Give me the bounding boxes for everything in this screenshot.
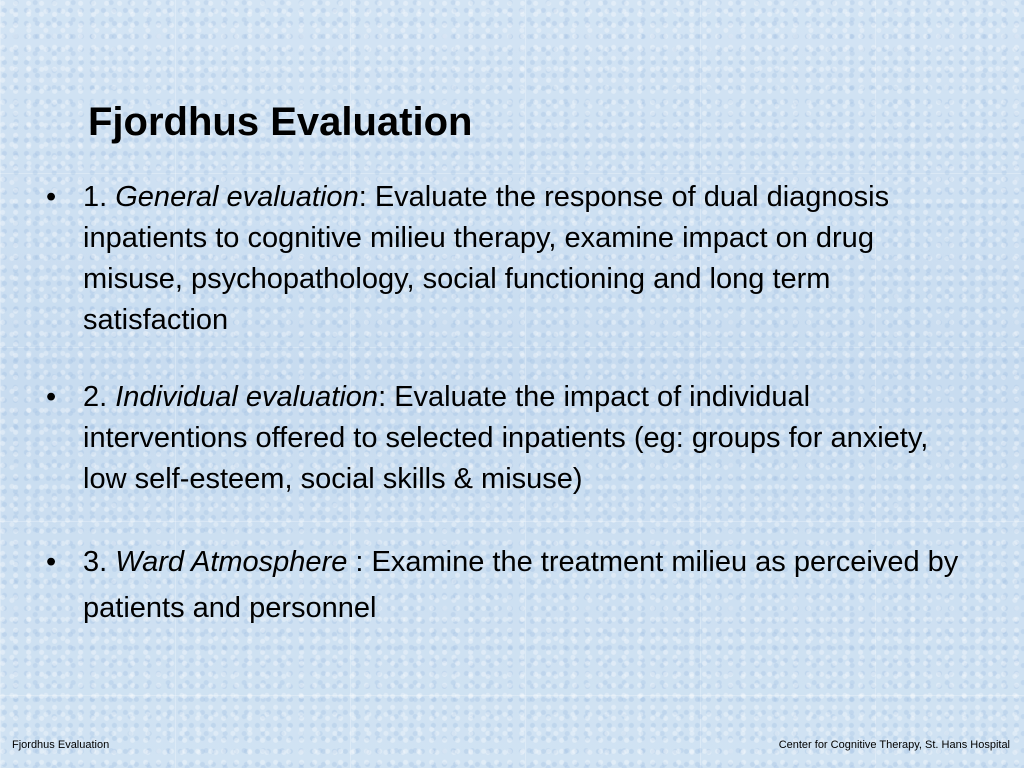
bullet-separator: : [347,546,372,578]
bullet-item-general-evaluation [46,177,966,341]
bullet-separator: : [358,181,375,213]
bullet-number: 3. [83,546,116,578]
bullet-label: General evaluation [115,181,359,213]
bullet-item-individual-evaluation [46,377,966,500]
footer-right-text: Center for Cognitive Therapy, St. Hans Hospital [778,739,1010,751]
bullet-dot-icon: • [46,546,57,578]
footer-left-text: Fjordhus Evaluation [12,739,110,751]
bullet-body: Examine the treatment milieu as perceived by patients and personnel [83,546,959,624]
bullet-dot-icon: • [46,181,57,213]
bullet-text [83,377,966,500]
bullet-number: 1. [83,181,116,213]
slide-title: Fjordhus Evaluation [88,100,473,144]
bullet-label: Ward Atmosphere [115,546,348,578]
bullet-separator: : [378,381,395,413]
bullet-text [83,539,966,631]
bullet-label: Individual evaluation [115,381,379,413]
bullet-body: Evaluate the impact of individual interventions offered to selected inpatients (eg: groups for anxiety, low self-esteem, social skills & misuse) [83,381,929,495]
bullet-item-ward-atmosphere [46,539,966,631]
bullet-body: Evaluate the response of dual diagnosis inpatients to cognitive milieu therapy, examine impact on drug misuse, psychopathology, social functioning and long term satisfaction [83,181,890,336]
bullet-number: 2. [83,381,116,413]
bullet-dot-icon: • [46,381,57,413]
bullet-text [83,177,966,341]
